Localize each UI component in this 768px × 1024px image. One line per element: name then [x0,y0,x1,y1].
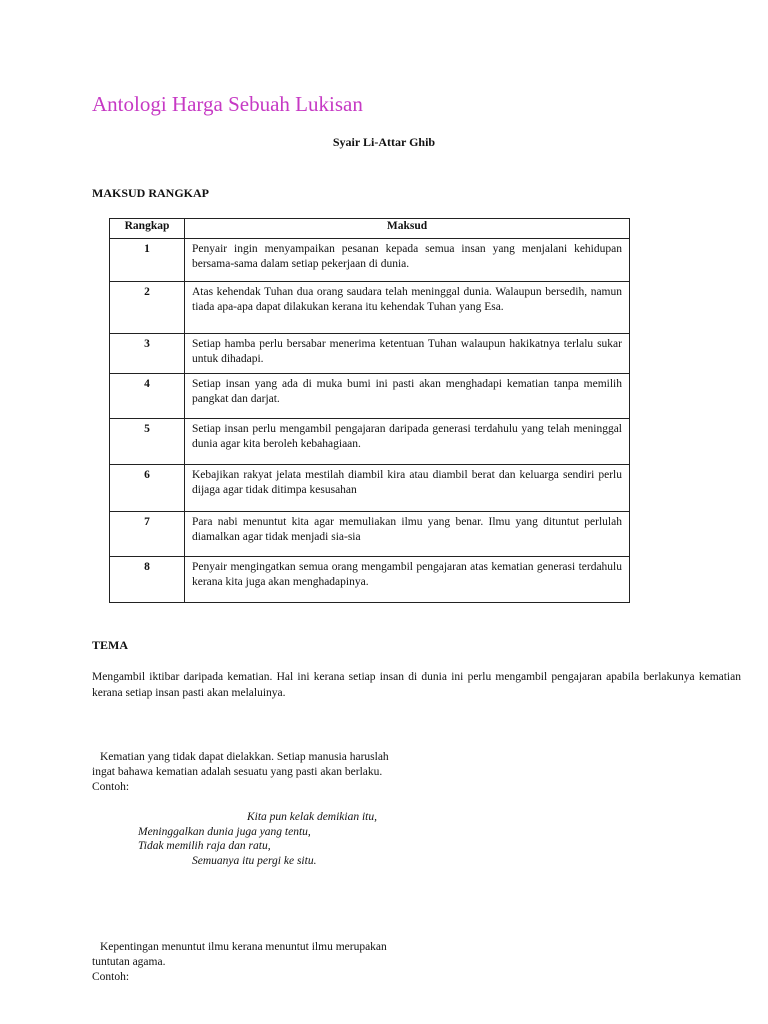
rangkap-meaning: Setiap insan yang ada di muka bumi ini pasti akan menghadapi kematian tanpa memilih pangkat dan darjat. [185,374,630,419]
document-title: Antologi Harga Sebuah Lukisan [92,92,363,116]
poem-line: Tidak memilih raja dan ratu, [138,840,271,852]
table-row [110,557,630,603]
persoalan-text: Kepentingan menuntut ilmu kerana menuntut ilmu merupakan tuntutan agama. [92,941,387,968]
table-row [110,512,630,557]
example-label: Contoh: [92,781,130,793]
poem-line: Semuanya itu pergi ke situ. [192,855,317,867]
rangkap-meaning: Setiap insan perlu mengambil pengajaran daripada generasi terdahulu yang telah meninggal dunia agar kita beroleh kebahagiaan. [185,419,630,465]
maksud-rangkap-table [109,218,630,603]
table-row [110,465,630,512]
column-header-rangkap: Rangkap [110,219,185,239]
table-row [110,419,630,465]
persoalan-text: Kematian yang tidak dapat dielakkan. Setiap manusia haruslah ingat bahawa kematian adalah sesuatu yang pasti akan berlaku. [92,751,389,778]
table-row [110,239,630,282]
rangkap-number: 1 [110,239,185,282]
rangkap-meaning: Para nabi menuntut kita agar memuliakan ilmu yang benar. Ilmu yang dituntut perlulah diamalkan agar tidak menjadi sia-sia [185,512,630,557]
rangkap-meaning: Penyair mengingatkan semua orang mengambil pengajaran atas kematian generasi terdahulu kerana kita juga akan menghadapinya. [185,557,630,603]
rangkap-number: 7 [110,512,185,557]
table-row [110,374,630,419]
rangkap-number: 5 [110,419,185,465]
table-header-row [110,219,630,239]
poem-line: Meninggalkan dunia juga yang tentu, [138,826,311,838]
poem-author-heading: Syair Li-Attar Ghib [332,135,436,149]
rangkap-number: 3 [110,334,185,374]
table-row [110,282,630,334]
rangkap-number: 4 [110,374,185,419]
persoalan-block [92,940,412,985]
example-label: Contoh: [92,971,130,983]
poem-line: Kita pun kelak demikian itu, [247,811,377,823]
column-header-maksud: Maksud [185,219,630,239]
tema-heading: TEMA [92,638,128,652]
rangkap-meaning: Atas kehendak Tuhan dua orang saudara telah meninggal dunia. Walaupun bersedih, namun tiada apa-apa dapat dilakukan kerana itu kehendak Tuhan yang Esa. [185,282,630,334]
rangkap-number: 6 [110,465,185,512]
rangkap-number: 8 [110,557,185,603]
rangkap-meaning: Penyair ingin menyampaikan pesanan kepada semua insan yang menjalani kehidupan bersama-sama dalam setiap pekerjaan di dunia. [185,239,630,282]
persoalan-block [92,750,412,795]
maksud-rangkap-heading: MAKSUD RANGKAP [92,186,209,200]
rangkap-number: 2 [110,282,185,334]
tema-paragraph: Mengambil iktibar daripada kematian. Hal ini kerana setiap insan di dunia ini perlu mengambil pengajaran apabila berlakunya kematian kerana setiap insan pasti akan melaluinya. [92,671,741,699]
rangkap-meaning: Setiap hamba perlu bersabar menerima ketentuan Tuhan walaupun hakikatnya terlalu sukar untuk dihadapi. [185,334,630,374]
table-row [110,334,630,374]
rangkap-meaning: Kebajikan rakyat jelata mestilah diambil kira atau diambil berat dan keluarga sendiri perlu dijaga agar tidak ditimpa kesusahan [185,465,630,512]
